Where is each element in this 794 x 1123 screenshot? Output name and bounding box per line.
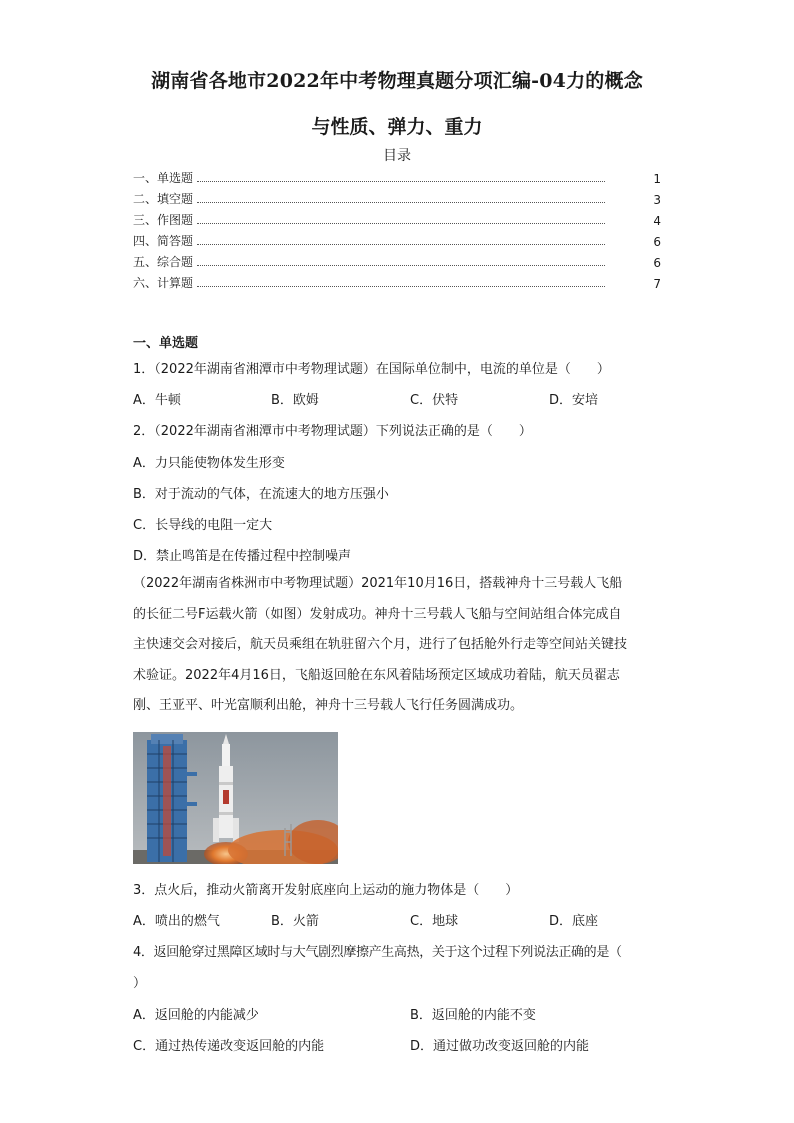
question-1-option-d: D．安培 [549, 393, 599, 408]
toc-entry-page: 1 [653, 172, 661, 186]
document-title-line2: 与性质、弹力、重力 [311, 116, 483, 138]
question-4-option-b: B．返回舱的内能不变 [410, 1008, 536, 1023]
toc-dot-leader [197, 285, 605, 287]
passage-line: 术验证。2022年4月16日，飞船返回舱在东风着陆场预定区域成功着陆，航天员翟志 [133, 667, 620, 683]
passage-line: 主快速交会对接后，航天员乘组在轨驻留六个月，进行了包括舱外行走等空间站关键技 [133, 637, 628, 652]
toc-entry-page: 7 [653, 277, 661, 291]
question-2-option-d: D．禁止鸣笛是在传播过程中控制噪声 [133, 549, 352, 564]
toc-entry-label: 二、填空题 [133, 192, 194, 206]
question-4-option-a: A．返回舱的内能减少 [133, 1008, 259, 1023]
toc-dot-leader [197, 180, 605, 182]
toc-entry-page: 3 [653, 193, 661, 207]
toc-dot-leader [197, 201, 605, 203]
toc-dot-leader [197, 243, 605, 245]
toc-dot-leader [197, 264, 605, 266]
toc-entry[interactable] [133, 270, 661, 291]
reading-passage [133, 569, 661, 722]
question-3-option-b: B．火箭 [271, 914, 319, 929]
toc-entry-label: 四、简答题 [133, 234, 194, 248]
toc-heading: 目录 [383, 148, 411, 164]
toc-entry-page: 6 [653, 235, 661, 249]
toc-entry[interactable] [133, 165, 661, 186]
toc-entry-page: 6 [653, 256, 661, 270]
section-heading-single-choice: 一、单选题 [133, 336, 199, 351]
question-2-option-b: B．对于流动的气体，在流速大的地方压强小 [133, 487, 389, 502]
question-2-option-c: C．长导线的电阻一定大 [133, 518, 273, 533]
toc-entry[interactable] [133, 186, 661, 207]
passage-line: 刚、王亚平、叶光富顺利出舱，神舟十三号载人飞行任务圆满成功。 [133, 698, 524, 713]
question-3-option-c: C．地球 [410, 914, 459, 929]
toc-entry-label: 三、作图题 [133, 213, 194, 227]
toc-entry-label: 一、单选题 [133, 171, 194, 185]
toc-dot-leader [197, 222, 605, 224]
passage-line: （2022年湖南省株洲市中考物理试题）2021年10月16日，搭载神舟十三号载人飞船 [133, 576, 623, 591]
toc-entry[interactable] [133, 228, 661, 249]
question-4-stem-line2: ） [133, 976, 147, 991]
question-2-stem: 2．（2022年湖南省湘潭市中考物理试题）下列说法正确的是（ ） [133, 424, 532, 439]
passage-line: 的长征二号F运载火箭（如图）发射成功。神舟十三号载人飞船与空间站组合体完成自 [133, 606, 622, 622]
question-1-stem: 1．（2022年湖南省湘潭市中考物理试题）在国际单位制中，电流的单位是（ ） [133, 362, 610, 377]
question-1-option-a: A．牛顿 [133, 393, 181, 408]
question-3-stem: 3．点火后，推动火箭离开发射底座向上运动的施力物体是（ ） [133, 883, 519, 898]
toc-entry-label: 六、计算题 [133, 276, 194, 290]
document-title-line1: 湖南省各地市2022年中考物理真题分项汇编-04力的概念 [151, 70, 643, 92]
question-1-option-c: C．伏特 [410, 393, 459, 408]
question-4-stem-line1: 4．返回舱穿过黑障区域时与大气剧烈摩擦产生高热，关于这个过程下列说法正确的是（ [133, 945, 622, 960]
question-3-option-d: D．底座 [549, 914, 599, 929]
rocket-launch-photo [133, 732, 338, 864]
toc-entry[interactable] [133, 207, 661, 228]
question-3-option-a: A．喷出的燃气 [133, 914, 220, 929]
question-2-option-a: A．力只能使物体发生形变 [133, 456, 285, 471]
toc-entry[interactable] [133, 249, 661, 270]
question-4-option-c: C．通过热传递改变返回舱的内能 [133, 1039, 325, 1054]
question-1-option-b: B．欧姆 [271, 393, 319, 408]
question-4-option-d: D．通过做功改变返回舱的内能 [410, 1039, 590, 1054]
toc-entry-label: 五、综合题 [133, 255, 194, 269]
toc-entry-page: 4 [653, 214, 661, 228]
table-of-contents [133, 165, 661, 291]
